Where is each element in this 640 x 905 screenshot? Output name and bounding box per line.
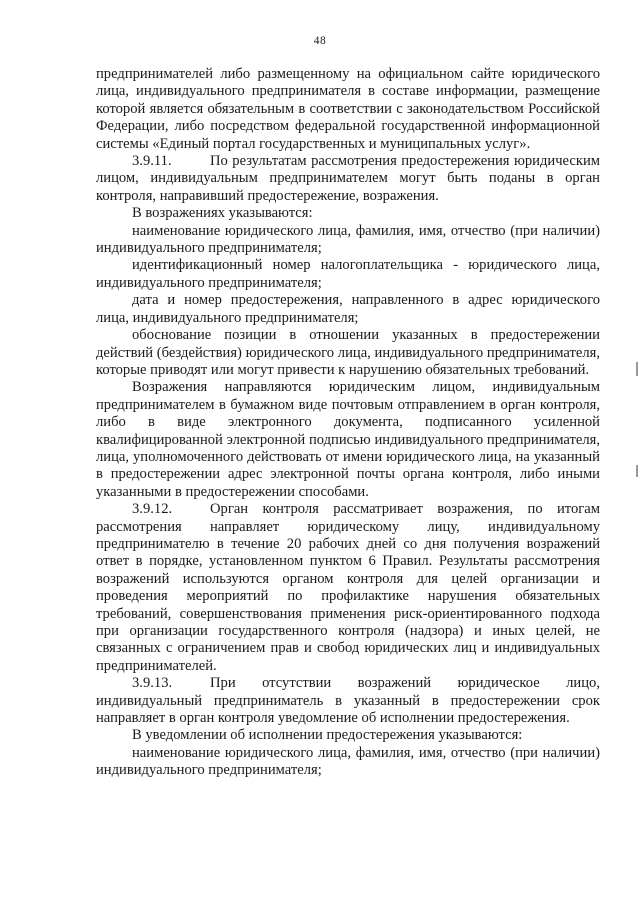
- clause-number: 3.9.12.: [132, 501, 173, 518]
- page-number: 48: [313, 35, 327, 47]
- paragraph-notice-intro: В уведомлении об исполнении предостережения указываются:: [132, 727, 523, 744]
- paragraph-continuation: предпринимателей либо размещенному на официальном сайте юридического лица, индивидуального предпринимателя в составе информации, размещение которой является обязательным в соответствии с законодательством Российской Федерации, либо посредством федеральной государственной информационной системы «Единый портал государственных и муниципальных услуг».: [96, 66, 600, 152]
- paragraph-objections-intro: В возражениях указываются:: [132, 205, 313, 222]
- paragraph-objection-item-inn: идентификационный номер налогоплательщика - юридического лица, индивидуального предпринимателя;: [96, 257, 600, 291]
- paragraph-notice-item-name: наименование юридического лица, фамилия, имя, отчество (при наличии) индивидуального предпринимателя;: [96, 744, 600, 779]
- paragraph-objection-item-date: дата и номер предостережения, направленного в адрес юридического лица, индивидуального предпринимателя;: [96, 292, 600, 326]
- clause-3-9-11: [96, 153, 600, 205]
- paragraph-objection-item-name: наименование юридического лица, фамилия, имя, отчество (при наличии) индивидуального предпринимателя;: [96, 222, 600, 257]
- document-body: [96, 66, 600, 780]
- scan-margin-mark: [636, 465, 638, 477]
- clause-number: 3.9.13.: [132, 675, 173, 692]
- clause-text: Орган контроля рассматривает возражения, по итогам рассмотрения направляет юридическому лицу, индивидуальному предпринимателю в течение 20 рабочих дней со дня получения возражений ответ в порядке, установленном пунктом 6 Правил. Результаты рассмотрения возражений используются органом контроля для целей организации и проведения мероприятий по профилактике нарушения обязательных требований, совершенствования применения риск-ориентированного подхода при организации государственного контроля (надзора) и иных целей, не связанных с ограничением прав и свобод юридических лиц и индивидуальных предпринимателей.: [96, 501, 600, 674]
- paragraph-objection-delivery: Возражения направляются юридическим лицом, индивидуальным предпринимателем в бумажном виде почтовым отправлением в орган контроля, либо в виде электронного документа, подписанного усиленной квалифицированной электронной подписью индивидуального предпринимателя, лица, уполномоченного действовать от имени юридического лица, на указанный в предостережении адрес электронной почты органа контроля, либо иными указанными в предостережении способами.: [96, 379, 600, 500]
- clause-text: При отсутствии возражений юридическое лицо, индивидуальный предприниматель в указанный в предостережении срок направляет в орган контроля уведомление об исполнении предостережения.: [96, 675, 600, 727]
- clause-text: По результатам рассмотрения предостережения юридическим лицом, индивидуальным предпринимателем могут быть поданы в орган контроля, направивший предостережение, возражения.: [96, 153, 600, 204]
- paragraph-objection-item-justification: обоснование позиции в отношении указанных в предостережении действий (бездействия) юридического лица, индивидуального предпринимателя, которые приводят или могут привести к нарушению обязательных требований.: [96, 327, 600, 378]
- scan-margin-mark: [636, 362, 638, 376]
- clause-3-9-13: [96, 675, 600, 727]
- clause-number: 3.9.11.: [132, 153, 172, 170]
- clause-3-9-12: [96, 501, 600, 675]
